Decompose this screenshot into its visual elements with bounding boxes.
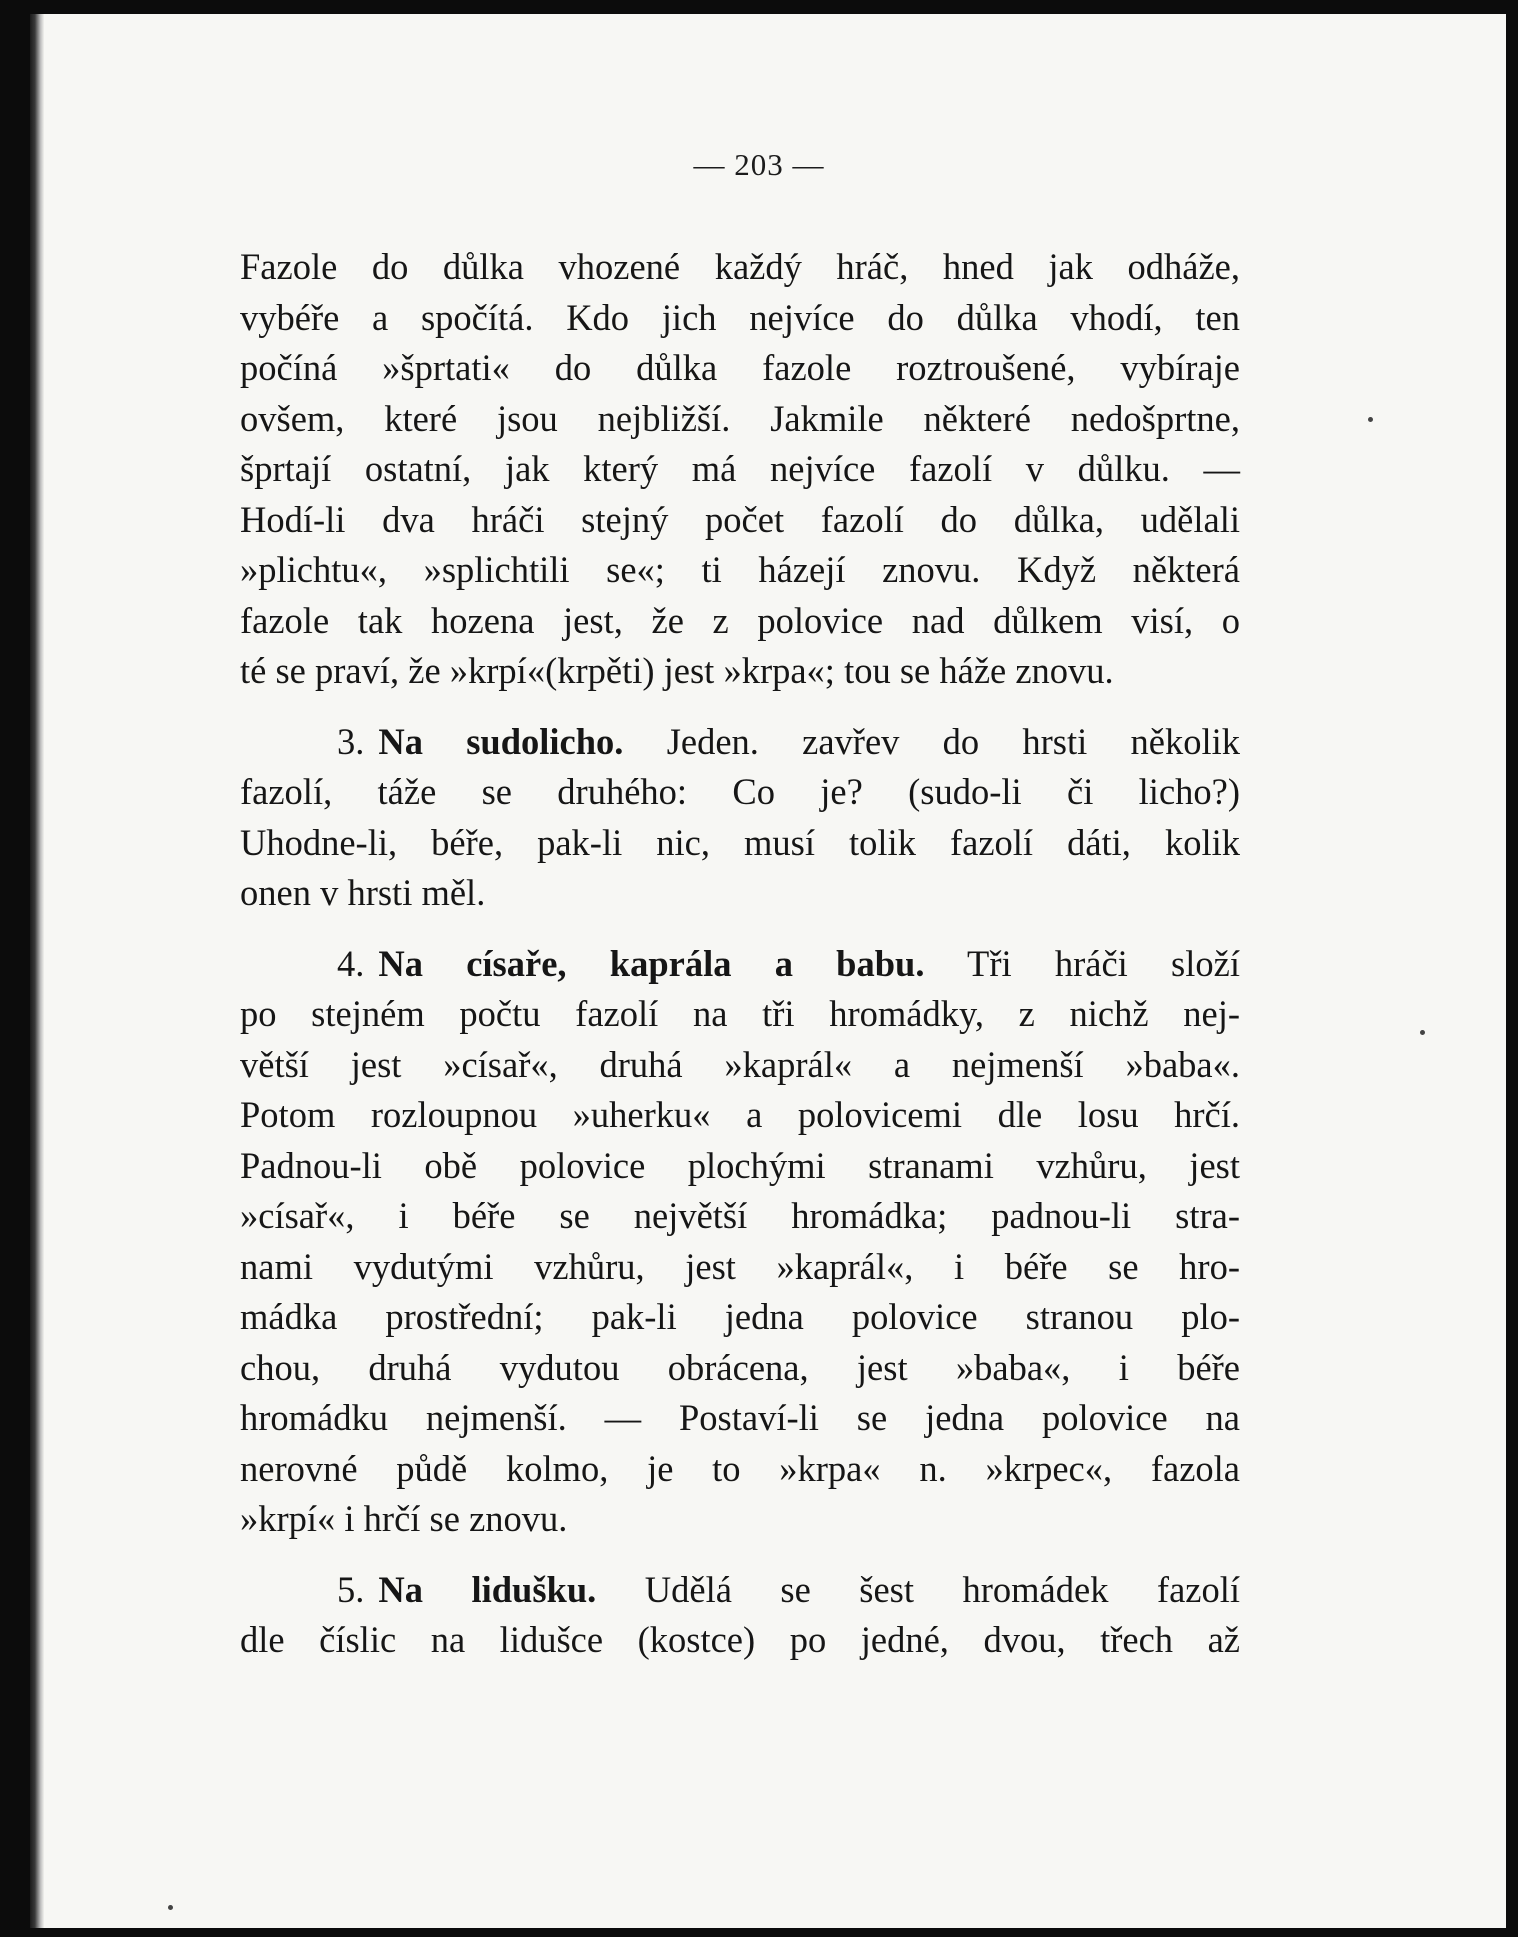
section-5-first-line xyxy=(240,1565,1240,1616)
section-heading: Na lidušku. xyxy=(378,1568,597,1610)
text-line: vybéře a spočítá. Kdo jich nejvíce do důlka vhodí, ten xyxy=(240,296,1240,338)
text-line: hromádku nejmenší. — Postaví-li se jedna polovice na xyxy=(240,1397,1240,1438)
text-line: »císař«, i béře se největší hromádka; padnou-li stra- xyxy=(240,1195,1240,1236)
text-line: »krpí« i hrčí se znovu. xyxy=(240,1498,568,1539)
text-run: Udělá se šest hromádek fazolí xyxy=(644,1568,1241,1610)
text-line: onen v hrsti měl. xyxy=(240,872,486,913)
text-line: počíná »šprtati« do důlka fazole roztroušené, vybíraje xyxy=(240,347,1240,388)
speck xyxy=(1420,1030,1425,1035)
page-spine-shadow xyxy=(30,14,44,1928)
section-number: 3. xyxy=(337,720,365,762)
section-heading: Na sudolicho. xyxy=(378,720,624,762)
section-number: 5. xyxy=(337,1568,365,1610)
text-line: ovšem, které jsou nejbližší. Jakmile některé nedošprtne, xyxy=(240,397,1240,439)
text-line: větší jest »císař«, druhá »kaprál« a nejmenší »baba«. xyxy=(240,1043,1240,1085)
text-line: dle číslic na lidušce (kostce) po jedné, dvou, třech až xyxy=(240,1619,1240,1660)
paragraph-1 xyxy=(240,242,1240,697)
text-line: Fazole do důlka vhozené každý hráč, hned jak odháže, xyxy=(240,246,1240,287)
text-line: šprtají ostatní, jak který má nejvíce fazolí v důlku. — xyxy=(240,448,1240,489)
text-line: fazolí, táže se druhého: Co je? (sudo-li či licho?) xyxy=(240,771,1240,812)
text-line: Padnou-li obě polovice plochými stranami vzhůru, jest xyxy=(240,1144,1240,1186)
section-number: 4. xyxy=(337,942,365,984)
text-line: nami vydutými vzhůru, jest »kaprál«, i béře se hro- xyxy=(240,1245,1240,1287)
section-5-paragraph xyxy=(240,1565,1240,1666)
body-text xyxy=(240,242,1240,1666)
page-number: — 203 — xyxy=(693,147,825,182)
text-line: té se praví, že »krpí«(krpěti) jest »krpa«; tou se háže znovu. xyxy=(240,650,1114,691)
text-line: mádka prostřední; pak-li jedna polovice stranou plo- xyxy=(240,1296,1240,1337)
speck xyxy=(168,1905,173,1910)
text-line: Hodí-li dva hráči stejný počet fazolí do důlka, udělali xyxy=(240,498,1240,540)
section-3-first-line xyxy=(240,717,1240,768)
text-line: chou, druhá vydutou obrácena, jest »baba«, i béře xyxy=(240,1346,1240,1388)
text-line: Potom rozloupnou »uherku« a polovicemi dle losu hrčí. xyxy=(240,1094,1240,1135)
text-line: Uhodne-li, béře, pak-li nic, musí tolik fazolí dáti, kolik xyxy=(240,821,1240,863)
text-line: po stejném počtu fazolí na tři hromádky, z nichž nej- xyxy=(240,993,1240,1034)
section-heading: Na císaře, kaprála a babu. xyxy=(378,942,925,984)
text-run: Tři hráči složí xyxy=(967,942,1240,984)
section-4-first-line xyxy=(240,939,1240,990)
text-line: fazole tak hozena jest, že z polovice nad důlkem visí, o xyxy=(240,599,1240,641)
speck xyxy=(1368,417,1373,422)
section-4-paragraph xyxy=(240,939,1240,1545)
text-run: Jeden. zavřev do hrsti několik xyxy=(666,720,1241,762)
section-3-paragraph xyxy=(240,717,1240,919)
text-line: »plichtu«, »splichtili se«; ti házejí znovu. Když některá xyxy=(240,549,1240,590)
text-line: nerovné půdě kolmo, je to »krpa« n. »krpec«, fazola xyxy=(240,1447,1240,1489)
